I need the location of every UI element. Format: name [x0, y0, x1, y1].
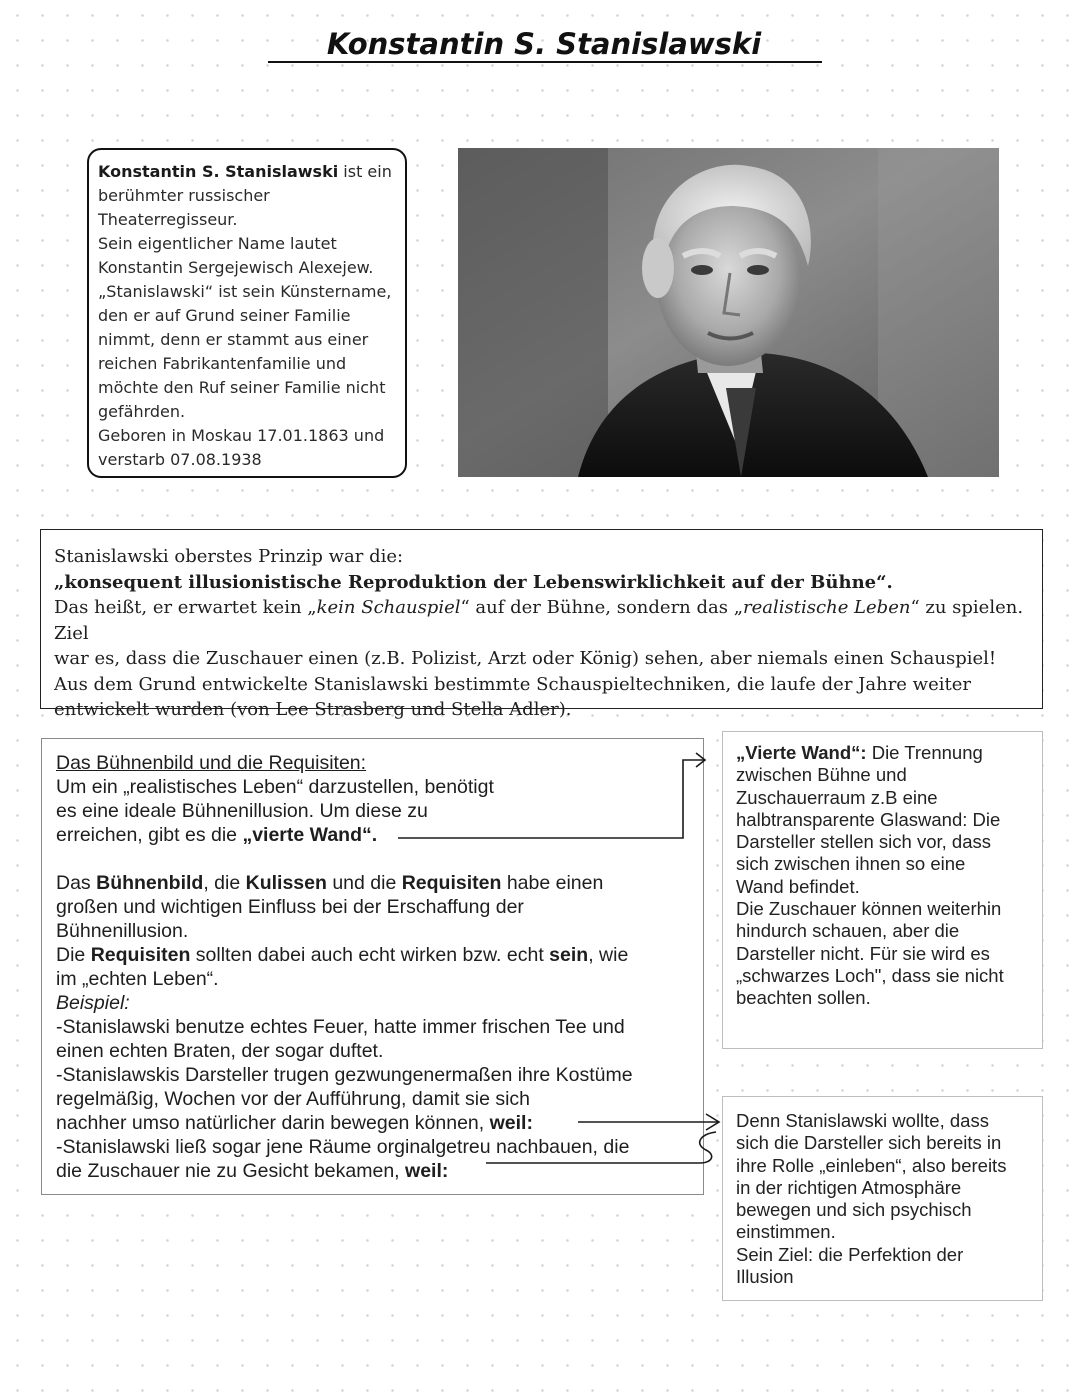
bio-name: Konstantin S. Stanislawski [98, 162, 339, 181]
wall-line: sich zwischen ihnen so eine [736, 853, 966, 875]
wall-line: Wand befindet. [736, 875, 860, 897]
wall-line: „schwarzes Loch", dass sie nicht [736, 964, 1004, 986]
bio-line: gefährden. [98, 402, 186, 421]
stage-line: es eine ideale Bühnenillusion. Um diese zu [56, 800, 428, 822]
bio-line: Sein eigentlicher Name lautet [98, 234, 337, 253]
spacer [56, 847, 695, 871]
wall-line: Die Zuschauer können weiterhin [736, 898, 1002, 920]
example-label: Beispiel: [56, 992, 130, 1014]
wall-line: halbtransparente Glaswand: Die [736, 808, 1001, 830]
fourth-wall-box [722, 731, 1043, 1049]
bio-line: den er auf Grund seiner Familie [98, 306, 351, 325]
wall-line-1: „Vierte Wand“: Die Trennung [736, 742, 983, 763]
bio-line: berühmter russischer [98, 186, 270, 205]
bio-line: möchte den Ruf seiner Familie nicht [98, 378, 386, 397]
example-line: nachher umso natürlicher darin bewegen können, weil: [56, 1112, 533, 1134]
reason-line: Sein Ziel: die Perfektion der [736, 1243, 964, 1265]
wall-line: zwischen Bühne und [736, 764, 907, 786]
principle-quote: „konsequent illusionistische Reproduktion der Lebenswirklichkeit auf der Bühne“. [54, 571, 893, 593]
principle-box [40, 529, 1043, 720]
biography-box [87, 148, 407, 478]
bio-line: „Stanislawski“ ist sein Künstername, [98, 282, 392, 301]
title-underline [268, 61, 822, 63]
stage-line: Die Requisiten sollten dabei auch echt wirken bzw. echt sein, wie [56, 944, 629, 966]
reason-box [722, 1096, 1043, 1301]
arrow-head-icon [706, 1114, 719, 1130]
wall-line: Zuschauerraum z.B eine [736, 786, 938, 808]
reason-line: Illusion [736, 1266, 794, 1288]
wall-line: beachten sollen. [736, 987, 871, 1009]
example-line: -Stanislawski ließ sogar jene Räume orginalgetreu nachbauen, die [56, 1136, 630, 1158]
principle-intro: Stanislawski oberstes Prinzip war die: [54, 546, 404, 567]
reason-line: in der richtigen Atmosphäre [736, 1176, 962, 1198]
stage-props-box [41, 738, 704, 1195]
reason-line: bewegen und sich psychisch [736, 1199, 972, 1221]
stage-line: Um ein „realistisches Leben“ darzustellen, benötigt [56, 776, 494, 798]
stage-line: Bühnenillusion. [56, 920, 189, 942]
example-line: einen echten Braten, der sogar duftet. [56, 1040, 384, 1062]
fourth-wall-term: „vierte Wand“. [242, 824, 378, 846]
stage-line: großen und wichtigen Einfluss bei der Erschaffung der [56, 896, 524, 918]
bio-line: Geboren in Moskau 17.01.1863 und [98, 426, 385, 445]
wall-line: Darsteller stellen sich vor, dass [736, 831, 991, 853]
portrait-image [458, 148, 999, 477]
portrait-photo [458, 148, 999, 477]
bio-line: reichen Fabrikantenfamilie und [98, 354, 347, 373]
stage-line: im „echten Leben“. [56, 968, 219, 990]
reason-line: Denn Stanislawski wollte, dass [736, 1110, 989, 1131]
example-line: -Stanislawskis Darsteller trugen gezwungenermaßen ihre Kostüme [56, 1064, 633, 1086]
bio-line: Theaterregisseur. [98, 210, 238, 229]
principle-line: Das heißt, er erwartet kein „kein Schauspiel“ auf der Bühne, sondern das „realistische Leben“ zu spielen. Ziel [54, 597, 1024, 644]
bio-line: nimmt, denn er stammt aus einer [98, 330, 369, 349]
reason-line: sich die Darsteller sich bereits in [736, 1132, 1002, 1154]
bio-line: Konstantin Sergejewisch Alexejew. [98, 258, 374, 277]
bio-line: verstarb 07.08.1938 [98, 450, 262, 469]
example-line: regelmäßig, Wochen vor der Aufführung, damit sie sich [56, 1088, 531, 1110]
example-line: die Zuschauer nie zu Gesicht bekamen, weil: [56, 1160, 449, 1182]
stage-heading: Das Bühnenbild und die Requisiten: [56, 752, 367, 774]
reason-line: einstimmen. [736, 1221, 836, 1243]
principle-line: Aus dem Grund entwickelte Stanislawski bestimmte Schauspieltechniken, die laufe der Jahre weiter [54, 673, 971, 695]
wall-line: Darsteller nicht. Für sie wird es [736, 942, 990, 964]
example-line: -Stanislawski benutze echtes Feuer, hatte immer frischen Tee und [56, 1016, 625, 1038]
stage-line: Das Bühnenbild, die Kulissen und die Requisiten habe einen [56, 872, 604, 894]
page-title: Konstantin S. Stanislawski [326, 27, 762, 61]
stage-line: erreichen, gibt es die „vierte Wand“. [56, 824, 378, 846]
principle-line: entwickelt wurden (von Lee Strasberg und Stella Adler). [54, 699, 572, 720]
bio-line-1: Konstantin S. Stanislawski ist ein [98, 162, 392, 181]
wall-line: hindurch schauen, aber die [736, 920, 960, 942]
reason-line: ihre Rolle „einleben“, also bereits [736, 1154, 1007, 1176]
principle-line: war es, dass die Zuschauer einen (z.B. Polizist, Arzt oder König) sehen, aber niemals einen Schauspiel! [54, 648, 997, 669]
